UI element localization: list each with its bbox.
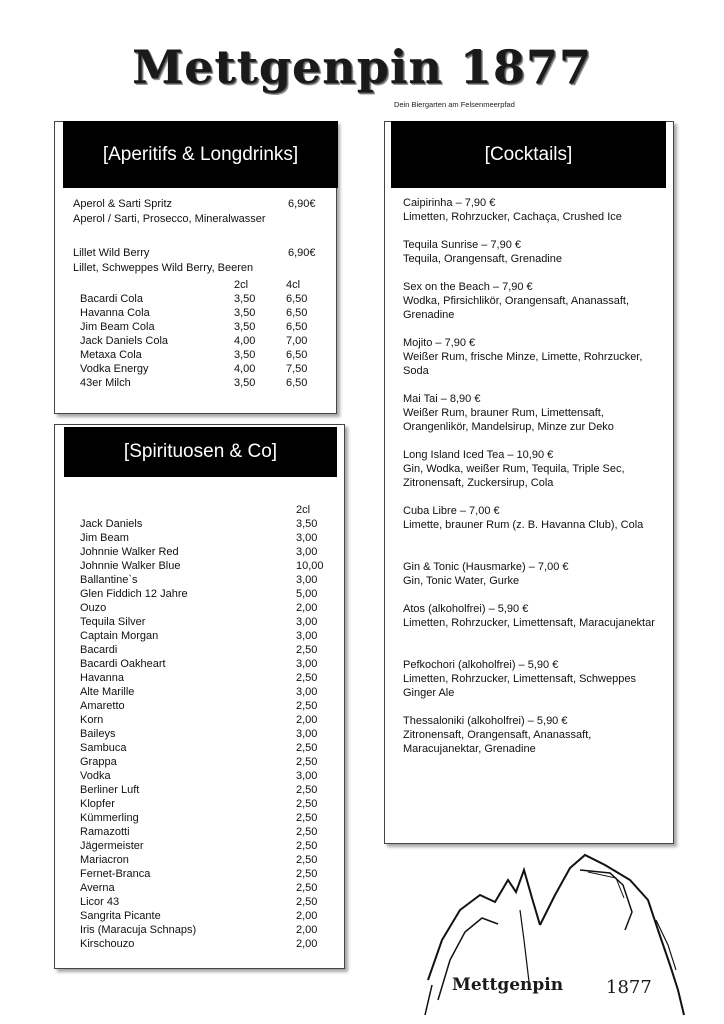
spirit-row (80, 895, 325, 909)
spirit-price-2cl: 3,00 (296, 770, 318, 782)
spirit-name: Tequila Silver (80, 616, 146, 628)
longdrink-row (80, 362, 320, 376)
spirit-price-2cl: 3,50 (296, 518, 318, 530)
spirit-price-2cl: 3,00 (296, 616, 318, 628)
spirit-price-2cl: 2,00 (296, 714, 318, 726)
longdrink-price-4cl: 6,50 (286, 321, 308, 333)
spirit-price-2cl: 2,50 (296, 784, 318, 796)
spirit-name: Korn (80, 714, 104, 726)
cocktail-ingredients: Gin, Wodka, weißer Rum, Tequila, Triple Sec, Zitronensaft, Zuckersirup, Cola (403, 463, 625, 489)
cocktail-title: Long Island Iced Tea – 10,90 € (403, 449, 554, 461)
spirit-price-2cl: 2,50 (296, 826, 318, 838)
spirit-name: Bacardi Oakheart (80, 658, 166, 670)
longdrink-name: Jim Beam Cola (80, 321, 155, 333)
spirit-price-2cl: 2,50 (296, 742, 318, 754)
spirit-price-2cl: 2,00 (296, 602, 318, 614)
longdrink-row (80, 376, 320, 390)
longdrink-row (80, 306, 320, 320)
longdrink-name: Havanna Cola (80, 307, 150, 319)
cocktail-title: Sex on the Beach – 7,90 € (403, 281, 533, 293)
aperitifs-heading: [Aperitifs & Longdrinks] (63, 121, 338, 188)
spirit-name: Iris (Maracuja Schnaps) (80, 924, 197, 936)
spirits-column-header (80, 503, 320, 517)
longdrink-row (80, 292, 320, 306)
spirit-name: Ballantine`s (80, 574, 138, 586)
aperitif-item-desc: Aperol / Sarti, Prosecco, Mineralwasser (73, 213, 266, 225)
aperitif-item-name: Lillet Wild Berry (73, 247, 150, 259)
cocktail-item (403, 602, 683, 630)
spirit-price-2cl: 2,50 (296, 756, 318, 768)
footer-brand-name: Mettgenpin (452, 975, 564, 995)
spirit-name: Baileys (80, 728, 116, 740)
longdrink-row (80, 348, 320, 362)
spirit-name: Averna (80, 882, 115, 894)
column-4cl: 4cl (286, 279, 301, 291)
cocktails-heading: [Cocktails] (391, 121, 666, 188)
spirit-row (80, 601, 325, 615)
spirit-row (80, 657, 325, 671)
aperitif-item (73, 197, 323, 211)
cocktail-item (403, 280, 683, 322)
longdrink-name: Metaxa Cola (80, 349, 142, 361)
cocktail-ingredients: Limette, brauner Rum (z. B. Havanna Club), Cola (403, 519, 644, 531)
longdrink-price-2cl: 4,00 (234, 335, 256, 347)
spirit-price-2cl: 3,00 (296, 630, 318, 642)
spirit-row (80, 741, 325, 755)
spirit-name: Sangrita Picante (80, 910, 161, 922)
longdrink-price-2cl: 3,50 (234, 349, 256, 361)
spirit-name: Kirschouzo (80, 938, 135, 950)
spirit-price-2cl: 3,00 (296, 574, 318, 586)
spirit-name: Ramazotti (80, 826, 130, 838)
aperitif-item-price: 6,90€ (288, 247, 316, 259)
longdrink-price-2cl: 3,50 (234, 377, 256, 389)
spirit-name: Jim Beam (80, 532, 129, 544)
spirit-name: Mariacron (80, 854, 129, 866)
spirit-name: Jägermeister (80, 840, 144, 852)
spirit-row (80, 811, 325, 825)
cocktail-title: Mojito – 7,90 € (403, 337, 476, 349)
cocktail-ingredients: Zitronensaft, Orangensaft, Ananassaft, Maracujanektar, Grenadine (403, 729, 592, 755)
longdrink-row (80, 334, 320, 348)
cocktail-title: Caipirinha – 7,90 € (403, 197, 496, 209)
cocktail-ingredients: Wodka, Pfirsichlikör, Orangensaft, Ananassaft, Grenadine (403, 295, 630, 321)
cocktail-item (403, 196, 683, 224)
longdrink-price-2cl: 3,50 (234, 293, 256, 305)
spirit-price-2cl: 2,50 (296, 882, 318, 894)
footer-year: 1877 (606, 977, 652, 998)
spirit-name: Grappa (80, 756, 117, 768)
spirit-row (80, 573, 325, 587)
spirit-name: Johnnie Walker Red (80, 546, 179, 558)
spirit-name: Havanna (80, 672, 125, 684)
longdrink-price-2cl: 4,00 (234, 363, 256, 375)
spirit-price-2cl: 3,00 (296, 686, 318, 698)
spirit-price-2cl: 2,50 (296, 672, 318, 684)
spirit-price-2cl: 2,50 (296, 700, 318, 712)
spirit-price-2cl: 3,00 (296, 658, 318, 670)
spirit-price-2cl: 2,00 (296, 924, 318, 936)
longdrink-name: Vodka Energy (80, 363, 149, 375)
spirit-price-2cl: 5,00 (296, 588, 318, 600)
spirit-price-2cl: 10,00 (296, 560, 324, 572)
spirit-name: Bacardi (80, 644, 118, 656)
longdrink-price-4cl: 7,50 (286, 363, 308, 375)
page-title: Mettgenpin 1877 (132, 40, 592, 94)
cocktail-title: Pefkochori (alkoholfrei) – 5,90 € (403, 659, 559, 671)
longdrink-column-header (80, 278, 320, 292)
cocktail-item (403, 714, 683, 756)
longdrink-price-4cl: 6,50 (286, 293, 308, 305)
spirit-price-2cl: 2,50 (296, 644, 318, 656)
cocktail-ingredients: Limetten, Rohrzucker, Cachaça, Crushed Ice (403, 211, 622, 223)
spirit-row (80, 531, 325, 545)
spirit-name: Berliner Luft (80, 784, 140, 796)
spirit-row (80, 881, 325, 895)
spirit-row (80, 685, 325, 699)
longdrink-row (80, 320, 320, 334)
spirit-name: Alte Marille (80, 686, 135, 698)
spirit-name: Kümmerling (80, 812, 139, 824)
column-2cl: 2cl (296, 504, 311, 516)
aperitif-item-desc: Lillet, Schweppes Wild Berry, Beeren (73, 262, 254, 274)
longdrink-price-4cl: 6,50 (286, 307, 308, 319)
cocktail-item (403, 392, 683, 434)
spirit-price-2cl: 3,00 (296, 728, 318, 740)
cocktail-item (403, 504, 683, 532)
spirit-row (80, 671, 325, 685)
spirit-name: Vodka (80, 770, 111, 782)
spirit-row (80, 699, 325, 713)
spirit-row (80, 909, 325, 923)
spirit-price-2cl: 2,50 (296, 854, 318, 866)
spirit-row (80, 797, 325, 811)
spirit-row (80, 643, 325, 657)
longdrink-name: Bacardi Cola (80, 293, 143, 305)
spirit-row (80, 937, 325, 951)
page-subtitle: Dein Biergarten am Felsenmeerpfad (394, 100, 515, 109)
cocktail-ingredients: Limetten, Rohrzucker, Limettensaft, Maracujanektar (403, 617, 655, 629)
spirit-price-2cl: 2,50 (296, 868, 318, 880)
cocktail-ingredients: Gin, Tonic Water, Gurke (403, 575, 520, 587)
cocktail-title: Gin & Tonic (Hausmarke) – 7,00 € (403, 561, 569, 573)
longdrink-price-4cl: 7,00 (286, 335, 308, 347)
spirit-row (80, 559, 325, 573)
column-2cl: 2cl (234, 279, 249, 291)
longdrink-price-4cl: 6,50 (286, 349, 308, 361)
cocktail-item (403, 238, 683, 266)
cocktail-item (403, 658, 683, 700)
aperitif-item-price: 6,90€ (288, 198, 316, 210)
longdrink-price-2cl: 3,50 (234, 307, 256, 319)
longdrink-name: 43er Milch (80, 377, 131, 389)
spirit-price-2cl: 3,00 (296, 532, 318, 544)
cocktail-title: Tequila Sunrise – 7,90 € (403, 239, 522, 251)
spirit-row (80, 853, 325, 867)
cocktail-ingredients: Weißer Rum, frische Minze, Limette, Rohrzucker, Soda (403, 351, 643, 377)
cocktail-title: Mai Tai – 8,90 € (403, 393, 481, 405)
longdrink-name: Jack Daniels Cola (80, 335, 169, 347)
spirit-name: Fernet-Branca (80, 868, 151, 880)
aperitif-item-name: Aperol & Sarti Spritz (73, 198, 173, 210)
spirit-row (80, 587, 325, 601)
cocktail-item (403, 448, 683, 490)
spirit-name: Glen Fiddich 12 Jahre (80, 588, 188, 600)
cocktail-title: Atos (alkoholfrei) – 5,90 € (403, 603, 529, 615)
spirit-row (80, 615, 325, 629)
spirit-price-2cl: 2,00 (296, 910, 318, 922)
spirit-price-2cl: 2,50 (296, 840, 318, 852)
spirit-row (80, 769, 325, 783)
cocktail-item (403, 560, 683, 588)
spirit-name: Klopfer (80, 798, 115, 810)
cocktail-ingredients: Tequila, Orangensaft, Grenadine (403, 253, 562, 265)
spirit-price-2cl: 2,00 (296, 938, 318, 950)
spirit-row (80, 923, 325, 937)
spirit-price-2cl: 3,00 (296, 546, 318, 558)
spirit-price-2cl: 2,50 (296, 896, 318, 908)
aperitif-item (73, 246, 323, 260)
spirit-name: Jack Daniels (80, 518, 143, 530)
spirit-name: Amaretto (80, 700, 125, 712)
cocktail-title: Thessaloniki (alkoholfrei) – 5,90 € (403, 715, 568, 727)
spirit-price-2cl: 2,50 (296, 798, 318, 810)
longdrink-price-4cl: 6,50 (286, 377, 308, 389)
spirit-row (80, 783, 325, 797)
cocktail-title: Cuba Libre – 7,00 € (403, 505, 500, 517)
spirit-row (80, 713, 325, 727)
spirit-name: Captain Morgan (80, 630, 159, 642)
spirit-name: Licor 43 (80, 896, 120, 908)
longdrink-price-2cl: 3,50 (234, 321, 256, 333)
spirit-price-2cl: 2,50 (296, 812, 318, 824)
spirit-name: Ouzo (80, 602, 107, 614)
spirit-row (80, 867, 325, 881)
spirit-row (80, 755, 325, 769)
spirit-row (80, 825, 325, 839)
spirit-row (80, 839, 325, 853)
spirit-row (80, 517, 325, 531)
cocktail-ingredients: Weißer Rum, brauner Rum, Limettensaft, Orangenlikör, Mandelsirup, Minze zur Deko (403, 407, 614, 433)
spirit-name: Sambuca (80, 742, 127, 754)
spirits-heading: [Spirituosen & Co] (64, 427, 337, 477)
spirit-row (80, 545, 325, 559)
spirit-name: Johnnie Walker Blue (80, 560, 181, 572)
cocktail-ingredients: Limetten, Rohrzucker, Limettensaft, Schweppes Ginger Ale (403, 673, 636, 699)
cocktail-item (403, 336, 683, 378)
spirit-row (80, 629, 325, 643)
spirit-row (80, 727, 325, 741)
